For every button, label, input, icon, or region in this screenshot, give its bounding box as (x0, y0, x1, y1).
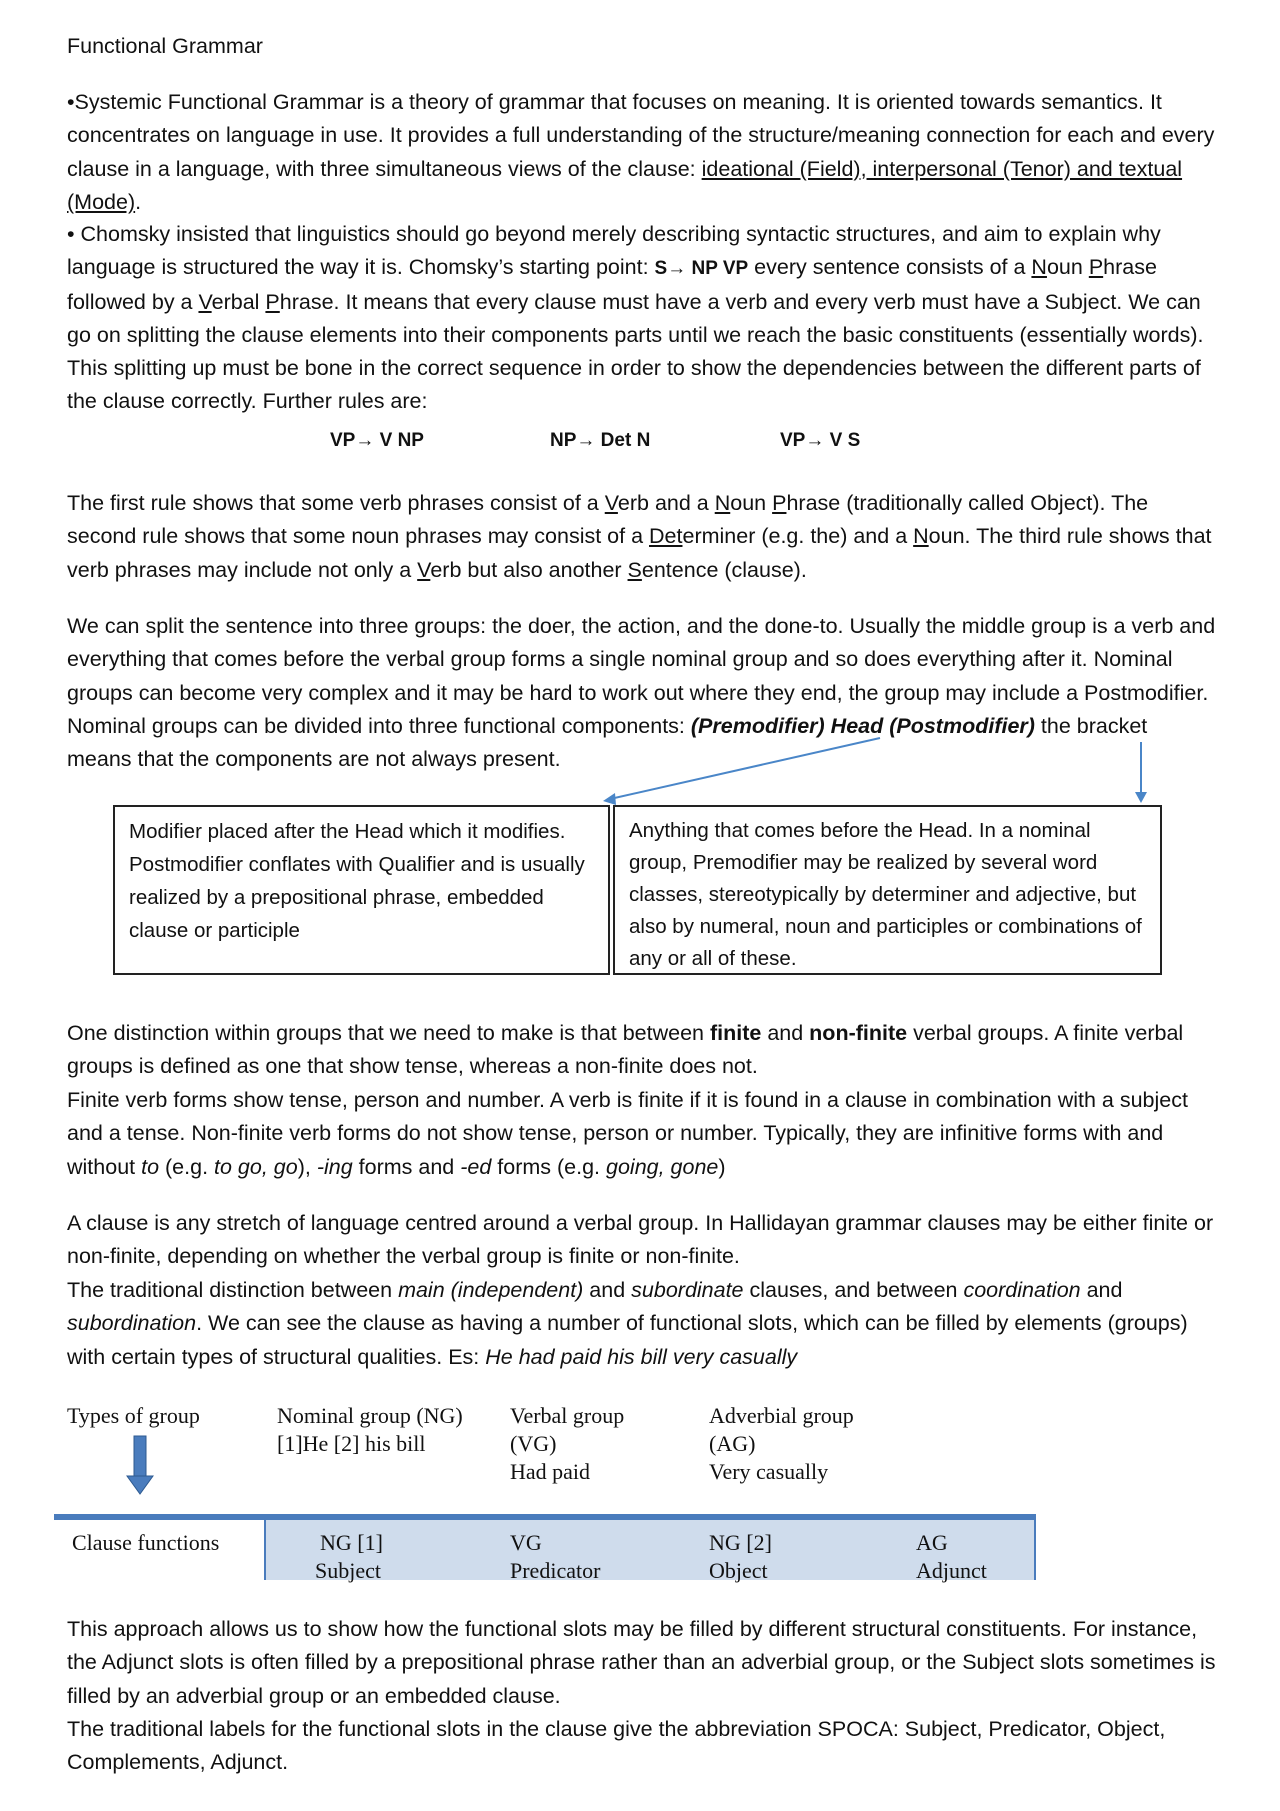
components: (Premodifier) Head (Postmodifier) (690, 713, 1035, 738)
cell-ng1-group: NG [1] (320, 1530, 383, 1555)
rule-np-det-n: NP→ Det N (550, 430, 651, 451)
premodifier-box: Anything that comes before the Head. In a nominal group, Premodifier may be realized by several word classes, stereotypically by determiner and adjective, but also by numeral, noun and participles or combinations of any or all of these. (613, 805, 1162, 975)
annotation-arrows (0, 0, 1280, 810)
vg-value: Had paid (510, 1459, 591, 1484)
paragraph-clause: A clause is any stretch of language centred around a verbal group. In Hallidayan grammar clauses may be either finite or non-finite, depending on whether the verbal group is finite or non-finite. (67, 1211, 1214, 1269)
cell-ng2-function: Object (709, 1558, 768, 1583)
arrowhead-right (1135, 792, 1147, 803)
paragraph-sfg: •Systemic Functional Grammar is a theory of grammar that focuses on meaning. It is oriented towards semantics. It concentrates on language in use. It provides a full understanding of the structure/meaning connection for each and every clause in a language, with three simultaneous views of the clause: ideational (Field), interpersonal (Tenor) and textual (Mode). (67, 90, 1215, 214)
cell-vg-function: Predicator (510, 1558, 601, 1583)
ag-header-abbr: (AG) (709, 1431, 756, 1456)
down-arrow-icon (126, 1434, 156, 1496)
paragraph-rules-explained: The first rule shows that some verb phrases consist of a Verb and a Noun Phrase (traditionally called Object). The second rule shows that some noun phrases may consist of a Determiner (e.g. the) and a Noun. The third rule shows that verb phrases may include not only a Verb but also another Sentence (clause). (67, 491, 1212, 582)
three-views: ideational (Field), interpersonal (Tenor) and textual (Mode) (67, 156, 1183, 214)
clause-functions-label: Clause functions (72, 1530, 220, 1555)
ag-header: Adverbial group (709, 1403, 854, 1428)
ng-value: [1]He [2] his bill (277, 1431, 426, 1456)
cell-vg-group: VG (510, 1530, 542, 1555)
vg-header: Verbal group (510, 1403, 625, 1428)
cell-ng2-group: NG [2] (709, 1530, 772, 1555)
rule-s: S→ NP VP (654, 258, 749, 280)
page-title: Functional Grammar (67, 34, 263, 58)
table-divider-left (264, 1520, 266, 1580)
ng-header: Nominal group (NG) (277, 1403, 463, 1428)
paragraph-finite-forms: Finite verb forms show tense, person and number. A verb is finite if it is found in a clause in combination with a subject and a tense. Non-finite verb forms do not show tense, person or number. Typically, they are infinitive forms with and without to (e.g. to go, go), -ing forms and -ed forms (e.g. going, gone) (67, 1088, 1188, 1179)
table-divider-right (1034, 1520, 1036, 1580)
paragraph-finite: One distinction within groups that we need to make is that between finite and non-finite verbal groups. A finite verbal groups is defined as one that show tense, whereas a non-finite does not. (67, 1021, 1184, 1079)
arrowhead-left (603, 793, 616, 805)
cell-ag-group: AG (916, 1530, 948, 1555)
postmodifier-box: Modifier placed after the Head which it modifies. Postmodifier conflates with Qualifier and is usually realized by a prepositional phrase, embedded clause or participle (113, 805, 610, 975)
vg-header-abbr: (VG) (510, 1431, 557, 1456)
arrow-to-left-box (610, 738, 880, 799)
paragraph-spoca: The traditional labels for the functional slots in the clause give the abbreviation SPOCA: Subject, Predicator, Object, Complements, Adjunct. (67, 1717, 1166, 1775)
bullet: • (67, 90, 75, 114)
paragraph-chomsky: • Chomsky insisted that linguistics should go beyond merely describing syntactic structures, and aim to explain why language is structured the way it is. Chomsky’s starting point: S→ NP VP every sentence consists of a Noun Phrase followed by a Verbal Phrase. It means that every clause must have a verb and every verb must have a Subject. We can go on splitting the clause elements into their components parts until we reach the basic constituents (essentially words). This splitting up must be bone in the correct sequence in order to show the dependencies between the different parts of the clause correctly. Further rules are: (67, 222, 1204, 414)
ag-value: Very casually (709, 1459, 829, 1484)
paragraph-groups: We can split the sentence into three groups: the doer, the action, and the done-to. Usually the middle group is a verb and everything that comes before the verbal group forms a single nominal group and so does everything after it. Nominal groups can become very complex and it may be hard to work out where they end, the group may include a Postmodifier. Nominal groups can be divided into three functional components: (Premodifier) Head (Postmodifier) the bracket means that the components are not always present. (67, 614, 1216, 772)
example-sentence: He had paid his bill very casually (485, 1344, 798, 1369)
paragraph-approach: This approach allows us to show how the functional slots may be filled by different structural constituents. For instance, the Adjunct slots is often filled by a prepositional phrase rather than an adverbial group, or the Subject slots sometimes is filled by an adverbial group or an embedded clause. (67, 1617, 1216, 1708)
cell-ng1-function: Subject (315, 1558, 381, 1583)
paragraph-traditional: The traditional distinction between main (independent) and subordinate clauses, and between coordination and subordination. We can see the clause as having a number of functional slots, which can be filled by elements (groups) with certain types of structural qualities. Es: He had paid his bill very casually (67, 1278, 1188, 1369)
rule-vp-v-s: VP→ V S (780, 430, 861, 451)
types-of-group-label: Types of group (67, 1403, 200, 1428)
rule-vp-v-np: VP→ V NP (330, 430, 424, 451)
cell-ag-function: Adjunct (916, 1558, 987, 1583)
